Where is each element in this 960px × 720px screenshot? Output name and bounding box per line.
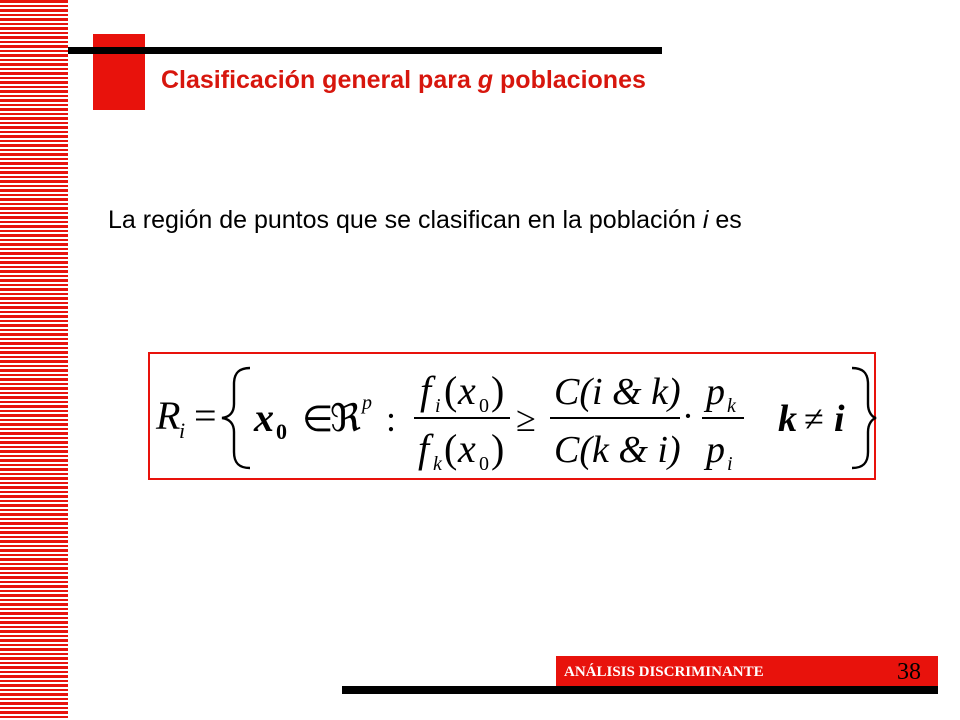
denominator-close-paren: ) xyxy=(491,426,505,471)
prior-numerator-subscript: k xyxy=(727,395,736,417)
x-zero: x xyxy=(254,395,274,440)
intro-prefix: La región de puntos que se clasifican en la población xyxy=(108,206,703,234)
intro-sentence xyxy=(108,206,742,235)
left-brace xyxy=(222,368,250,468)
left-striped-border xyxy=(0,0,68,720)
greater-equal-sign: ≥ xyxy=(516,399,536,439)
numerator-x: x xyxy=(458,368,476,413)
numerator-open-paren: ( xyxy=(444,368,458,413)
denominator-x: x xyxy=(458,426,476,471)
title-prefix: Clasificación general para xyxy=(161,66,478,94)
title-rule xyxy=(68,47,662,54)
classification-region-formula xyxy=(150,354,878,482)
footer-rule xyxy=(342,686,938,694)
formula-box xyxy=(148,352,876,480)
element-of-symbol: ∈ xyxy=(302,399,334,439)
x-zero-subscript: 0 xyxy=(276,419,287,444)
cost-numerator: C(i & k) xyxy=(554,371,681,413)
equals-sign: = xyxy=(194,393,217,438)
numerator-x-subscript: 0 xyxy=(479,395,489,417)
condition-k: k xyxy=(778,398,797,440)
lhs-r-subscript: i xyxy=(179,418,186,443)
prior-denominator-subscript: i xyxy=(727,453,733,475)
denominator-f-subscript: k xyxy=(433,453,442,475)
prior-numerator-p: p xyxy=(706,371,725,413)
multiplication-dot: · xyxy=(682,396,694,436)
real-space-exponent: p xyxy=(362,392,372,414)
intro-variable: i xyxy=(702,206,709,234)
lhs-r: R xyxy=(156,393,181,438)
not-equal-sign: ≠ xyxy=(804,399,824,439)
title-suffix: poblaciones xyxy=(493,66,646,94)
slide-title xyxy=(161,66,646,95)
page-number: 38 xyxy=(897,659,921,685)
title-variable: g xyxy=(477,66,494,94)
prior-denominator-p: p xyxy=(706,429,725,471)
numerator-f-subscript: i xyxy=(435,395,441,417)
footer-section-label: ANÁLISIS DISCRIMINANTE xyxy=(564,664,764,680)
denominator-x-subscript: 0 xyxy=(479,453,489,475)
right-brace xyxy=(852,368,876,468)
numerator-f: f xyxy=(420,368,432,413)
denominator-open-paren: ( xyxy=(444,426,458,471)
intro-suffix: es xyxy=(708,206,742,234)
denominator-f: f xyxy=(418,426,430,471)
such-that-colon: : xyxy=(386,399,397,439)
real-space-symbol: ℜ xyxy=(330,398,361,440)
cost-denominator: C(k & i) xyxy=(554,429,681,471)
numerator-close-paren: ) xyxy=(491,368,505,413)
condition-i: i xyxy=(834,398,845,440)
title-accent-block xyxy=(93,34,145,110)
